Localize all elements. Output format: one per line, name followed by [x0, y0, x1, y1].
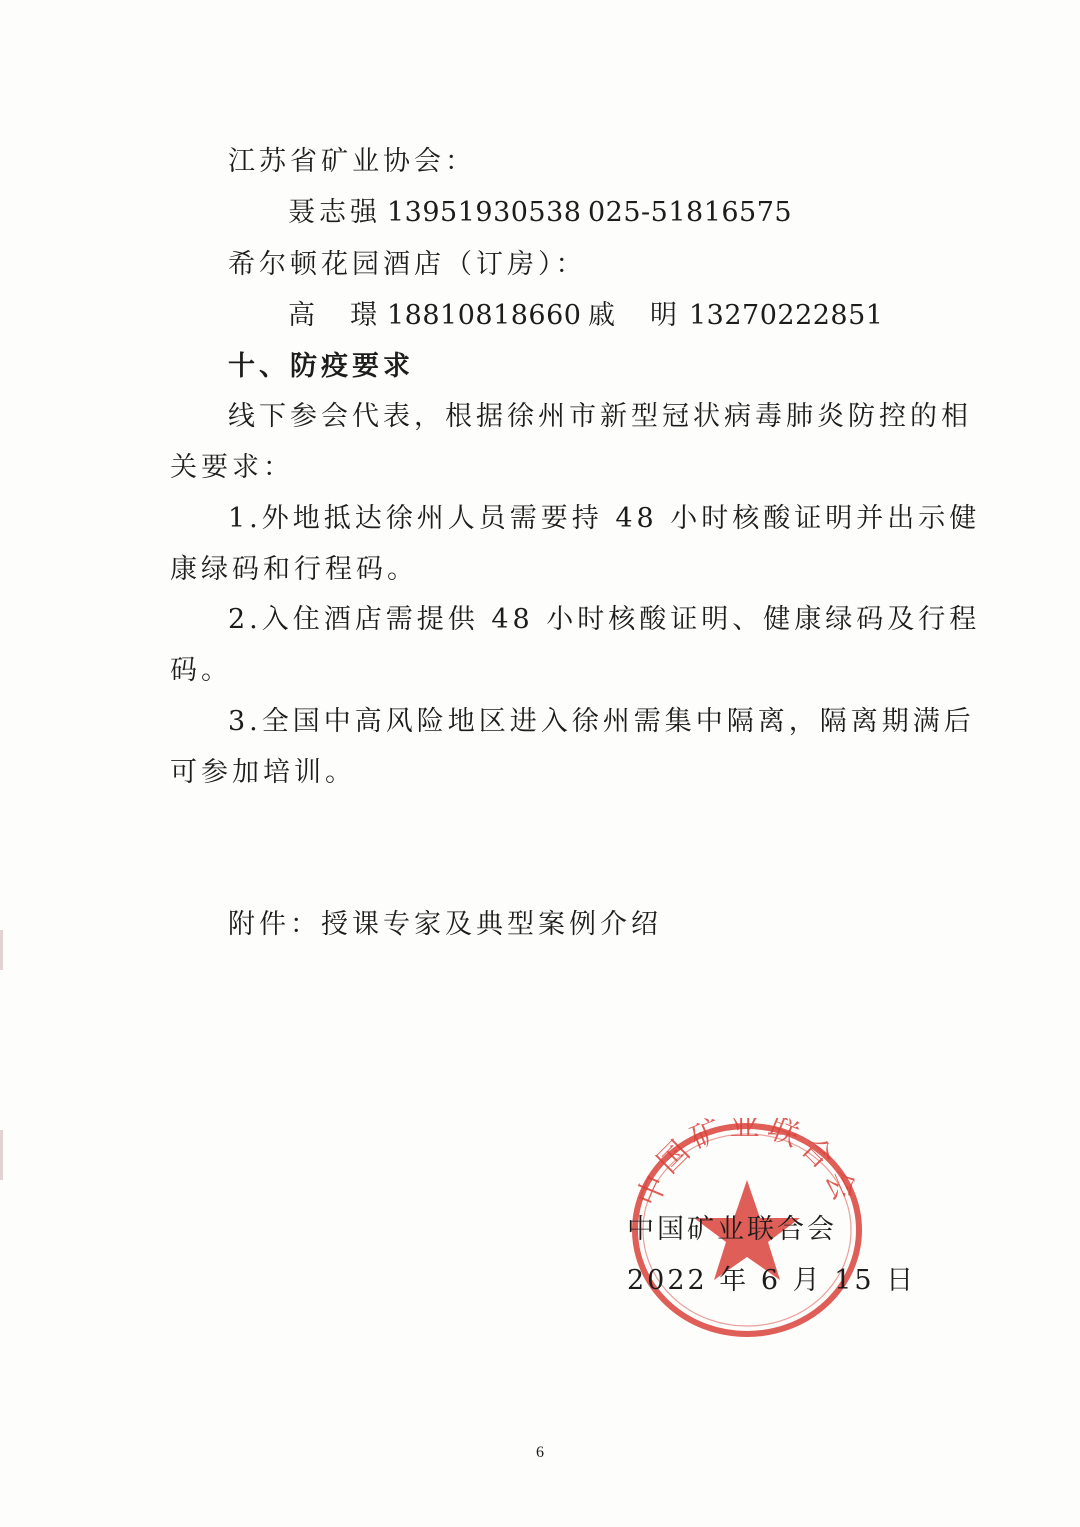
hotel-contact2-mobile: 13270222851 — [689, 300, 884, 331]
page-number: 6 — [536, 1444, 544, 1461]
requirement-item-2: 2.入住酒店需提供 48 小时核酸证明、健康绿码及行程 — [228, 604, 981, 635]
intro-line: 关要求： — [170, 452, 294, 483]
scan-edge-mark — [0, 930, 3, 970]
signature-organization: 中国矿业联合会 — [627, 1214, 837, 1245]
association-label: 江苏省矿业协会： — [228, 146, 476, 177]
hotel-label: 希尔顿花园酒店（订房）： — [228, 249, 587, 280]
requirement-item-2-cont: 码。 — [170, 655, 232, 686]
hotel-contact1-mobile: 18810818660 — [387, 300, 582, 331]
requirement-item-1-cont: 康绿码和行程码。 — [170, 554, 418, 585]
hotel-contact2-name: 戚 明 — [588, 300, 681, 331]
signature-date: 2022 年 6 月 15 日 — [627, 1265, 917, 1296]
svg-text:中国矿业联合会: 中国矿业联合会 — [630, 1118, 865, 1212]
requirement-item-3-cont: 可参加培训。 — [170, 757, 356, 788]
requirement-item-3: 3.全国中高风险地区进入徐州需集中隔离，隔离期满后 — [228, 706, 975, 737]
association-contact-mobile: 13951930538 — [387, 197, 582, 228]
requirement-item-1: 1.外地抵达徐州人员需要持 48 小时核酸证明并出示健 — [228, 503, 981, 534]
section-heading: 十、防疫要求 — [228, 351, 414, 382]
intro-line: 线下参会代表，根据徐州市新型冠状病毒肺炎防控的相 — [228, 401, 972, 432]
attachment-line: 附件：授课专家及典型案例介绍 — [228, 909, 662, 940]
scan-edge-mark — [0, 1130, 3, 1180]
association-contact-phone: 025-51816575 — [588, 197, 793, 228]
hotel-contact1-name: 高 璟 — [288, 300, 381, 331]
association-contact-name: 聂志强 — [288, 197, 381, 228]
